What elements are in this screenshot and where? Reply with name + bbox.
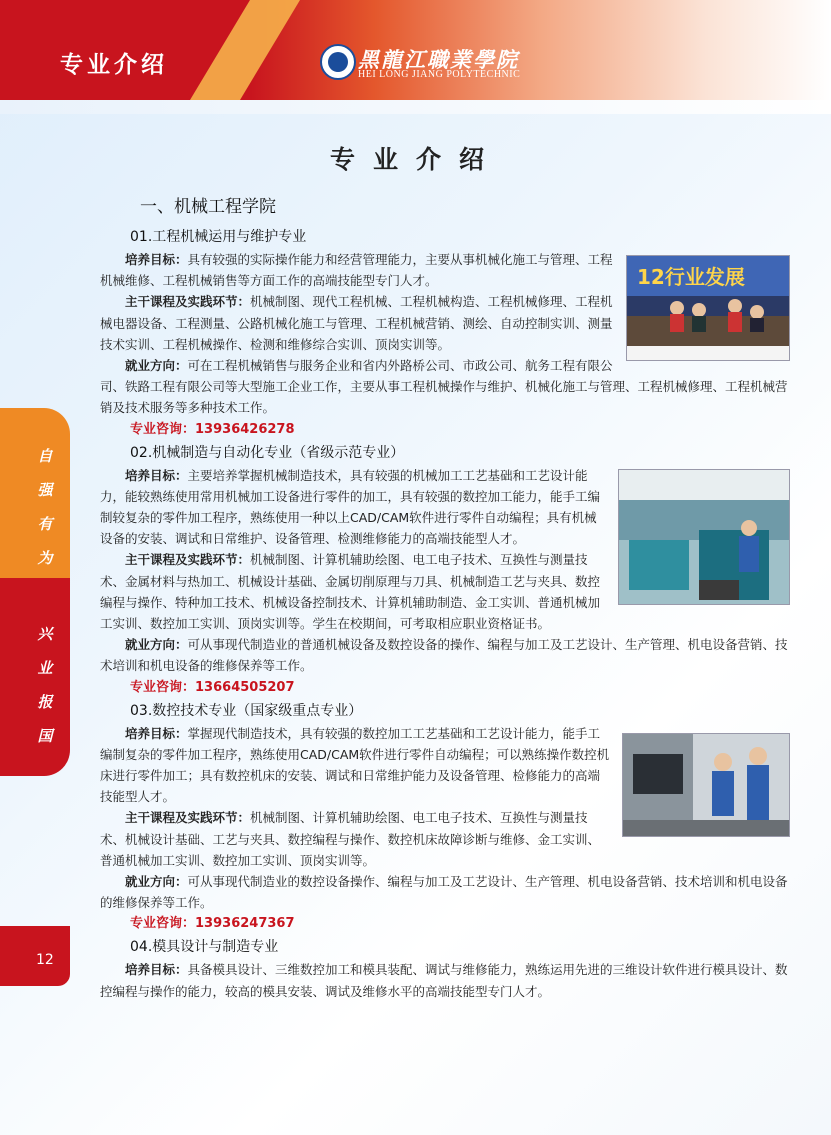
header-title: 专业介绍 xyxy=(60,52,168,78)
major-title-1: 01.工程机械运用与维护专业 xyxy=(130,229,307,245)
major-2-courses: 机械制图、计算机辅助绘图、电工电子技术、互换性与测量技术、金属材料与热加工、机械设计基础、金属切削原理与刀具、机械制造工艺与夹具、数控编程与操作、特种加工技术、机械设备控制技术、计算机辅助制造、金工实训、普通机械加工实训、数控加工实训、顶岗实训等。学生在校期间，可考取相应职业资格证书。 xyxy=(100,552,601,632)
header-swoosh xyxy=(190,0,300,100)
major-4-goal: 具备模具设计、三维数控加工和模具装配、调试与维修能力，熟练运用先进的三维设计软件进行模具设计、数控编程与操作的能力，较高的模具安装、调试及维修水平的高端技能型专门人才。 xyxy=(100,962,788,999)
page-title: 专业介绍 xyxy=(330,145,503,174)
major-title-4: 04.模具设计与制造专业 xyxy=(130,939,279,956)
major-2-goal: 主要培养掌握机械制造技术，具有较强的机械加工工艺基础和工艺设计能力，能较熟练使用常用机械加工设备进行零件的加工，具有较强的数控加工能力，能手工编制较复杂的零件加工程序，熟练使用一种以上CAD/CAM软件进行零件自动编程；具有机械设备的安装、调试和日常维护、设备管理、检测维修能力的高端技能型人才。 xyxy=(100,467,601,547)
side-motto-2: 兴 业 报 国 xyxy=(37,625,53,745)
page-number: 12 xyxy=(36,952,54,968)
expo-photo xyxy=(626,255,790,361)
major-3-career: 可从事现代制造业的数控设备操作、编程与加工及工艺设计、生产管理、机电设备营销、技术培训和机电设备的维修保养等工作。 xyxy=(100,874,788,911)
page-number-tab xyxy=(0,926,70,986)
major-1-career: 可在工程机械销售与服务企业和省内外路桥公司、市政公司、航务工程有限公司、铁路工程有限公司等大型施工企业工作，主要从事工程机械操作与维护、机械化施工与管理、工程机械修理、工程机械营销及技术服务等多种技术工作。 xyxy=(100,358,788,416)
major-3-goal: 掌握现代制造技术，具有较强的数控加工工艺基础和工艺设计能力，能手工编制复杂的零件加工程序，熟练使用CAD/CAM软件进行零件自动编程；可以熟练操作数控机床进行零件加工；具有数控机床的安装、调试和日常维护能力及设备管理、检修能力的高端技能型人才。 xyxy=(100,725,610,805)
major-title-2: 02.机械制造与自动化专业（省级示范专业） xyxy=(130,444,405,461)
workshop-photo xyxy=(618,469,790,605)
header-strip xyxy=(0,100,831,114)
major-3-phone: 专业咨询：13936247367 xyxy=(130,916,295,932)
school-name-cn: 黑龍江職業學院 xyxy=(358,47,519,72)
major-1-courses: 机械制图、现代工程机械、工程机械构造、工程机械修理、工程机械电器设备、工程测量、公路机械化施工与管理、工程机械营销、测绘、自动控制实训、测量技术实训、工程机械操作、检测和维修综合实训、顶岗实训等。 xyxy=(100,294,613,352)
school-name-en: HEI LONG JIANG POLYTECHNIC xyxy=(358,69,521,80)
major-2-phone: 专业咨询：13664505207 xyxy=(130,679,295,695)
school-logo-icon xyxy=(320,44,356,80)
major-1-phone: 专业咨询：13936426278 xyxy=(130,421,295,437)
major-1-goal: 具有较强的实际操作能力和经营管理能力，主要从事机械化施工与管理、工程机械维修、工程机械销售等方面工作的高端技能型专门人才。 xyxy=(100,252,613,289)
major-3-courses: 机械制图、计算机辅助绘图、电工电子技术、互换性与测量技术、机械设计基础、工艺与夹具、数控编程与操作、数控机床故障诊断与维修、金工实训、普通机械加工实训、数控加工实训、顶岗实训等。 xyxy=(100,810,601,868)
section-title: 一、机械工程学院 xyxy=(140,197,276,217)
cnc-lab-photo xyxy=(622,733,790,837)
expo-banner-text: 12行业发展 xyxy=(637,265,745,289)
major-2-career: 可从事现代制造业的普通机械设备及数控设备的操作、编程与加工及工艺设计、生产管理、机电设备营销、技术培训和机电设备的维修保养等工作。 xyxy=(100,637,788,674)
major-title-3: 03.数控技术专业（国家级重点专业） xyxy=(130,702,363,719)
side-motto-1: 自 强 有 为 xyxy=(37,447,53,567)
content-body: 01.工程机械运用与维护专业 12行业发展 培养目标：具有较强的实际操作能力和经营管理能力，主要从事机械化施工与管理、工程机械维修、工程机械销售等方面工作的高端技能型专门人才。 主干课程及实践环节：机械制图、现代工程机械、工程机械构造、工程机械修理、工程机械电器设备、工程测量、公路机械化施工与管理、工程机械营销、测绘、自动控制实训、测量技术实训、工程机械操作、检测和维修综合实训、顶岗实训等。 就业方向：可在工程机械销售与服务企业和省内外路桥公司、市政公司、航务工程有限公司、铁路工程有限公司等大型施工企业工作，主要从事工程机械操作与维护、机械化施工与管理、工程机械修理、工程机械营销及技术服务等多种技术工作。 专业咨询：13936426278 02.机械制造与自动化专业（省级示范专业） 培养目标：主要培养掌握机械制造技术，具有较强的机械加工工艺基础和工艺设计能力，能较熟练使用常用机械加工设备进行零件的加工，具有较强的数控加工能力，能手工编制较复杂的零件加工程序，熟练使用一种以上CAD/CAM软件进行零件自动编程；具有机械设备的安装、调试和日常维护、设备管理、检测维修能力的高端技能型人才。 主干课程及实践环节：机械制图、计算机辅助绘图、电工电子技术、互换性与测量技术、金属材料与热加工、机械设计基础、金属切削原理与刀具、机械制造工艺与夹具、数控编程与操作、特种加工技术、机械设备控制技术、计算机辅助制造、金工实训、普通机械加工实训、数控加工实训、顶岗实训等。学生在校期间，可考取相应职业资格证书。 就业方向：可从事现代制造业的普通机械设备及数控设备的操作、编程与加工及工艺设计、生产管理、机电设备营销、技术培训和机电设备的维修保养等工作。 专业咨询：13664505207 03.数控技术专业（国家级重点专业） 培养目标：掌握现代制造技术，具有较强的数控加工工艺基础和工艺设计能力，能手工编制复杂的零件加工程序，熟练使用CAD/CAM软件进行零件自动编程；可以熟练操作数控机床进行零件加工；具有数控机床的安装、调试和日常维护能力及设备管理、检修能力的高端技能型人才。 主干课程及实践环节：机械制图、计算机辅助绘图、电工电子技术、互换性与测量技术、机械设计基础、工艺与夹具、数控编程与操作、数控机床故障诊断与维修、金工实训、普通机械加工实训、数控加工实训、顶岗实训等。 就业方向：可从事现代制造业的数控设备操作、编程与加工及工艺设计、生产管理、机电设备营销、技术培训和机电设备的维修保养等工作。 专业咨询：13936247367 04.模具设计与制造专业 培养目标：具备模具设计、三维数控加工和模具装配、调试与维修能力，熟练运用先进的三维设计软件进行模具设计、数控编程与操作的能力，较高的模具安装、调试及维修水平的高端技能型专门人才。 xyxy=(100,225,790,1002)
